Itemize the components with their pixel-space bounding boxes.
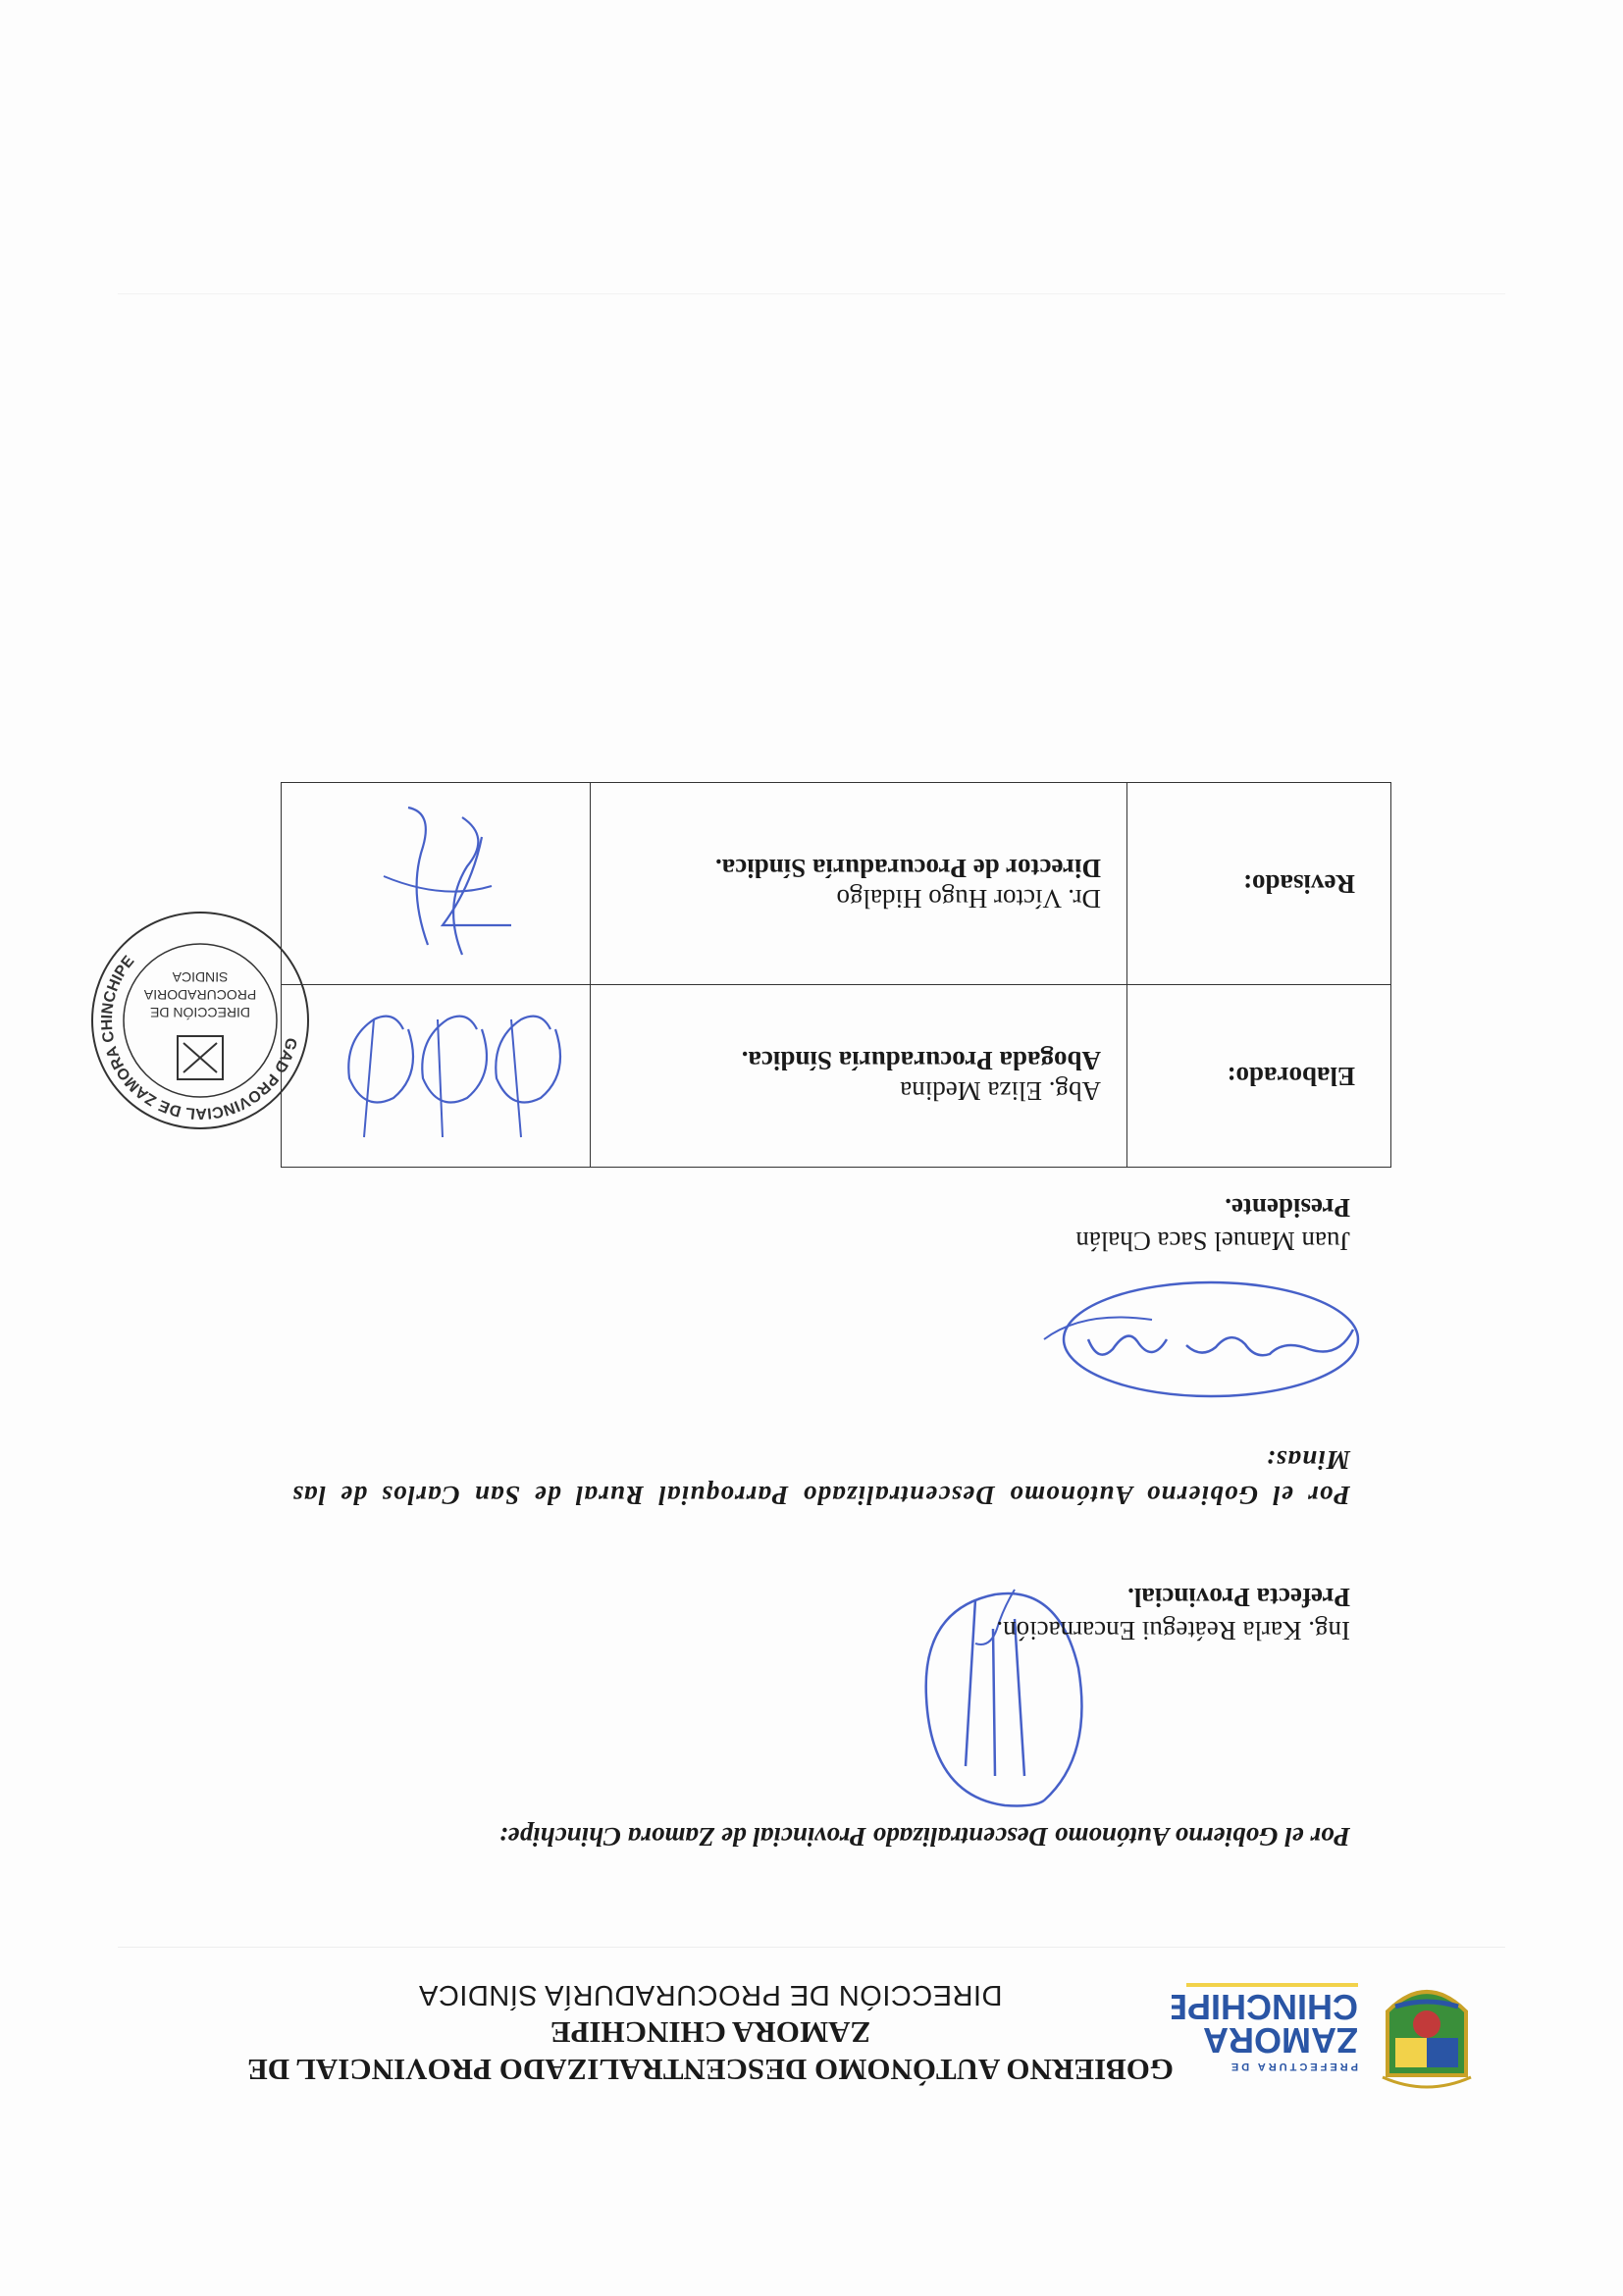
signature-elaborado bbox=[282, 992, 590, 1167]
party-provincial: Por el Gobierno Autónomo Descentralizado Provincial de Zamora Chinchipe: bbox=[498, 1822, 1350, 1852]
approval-label: Revisado: bbox=[1127, 783, 1391, 985]
signer-presidente bbox=[1075, 1191, 1350, 1258]
signer-prefecta-role: Prefecta Provincial. bbox=[1127, 1583, 1350, 1612]
party-parroquial: Por el Gobierno Autónomo Descentralizado Parroquial Rural de San Carlos de las Minas: bbox=[291, 1445, 1350, 1510]
stamp-center-line-3: SINDICA bbox=[172, 969, 229, 985]
signer-presidente-name: Juan Manuel Saca Chalán bbox=[1075, 1226, 1350, 1256]
approval-role: Director de Procuraduría Síndica. bbox=[715, 854, 1101, 884]
signature-presidente bbox=[1024, 1261, 1378, 1418]
approval-signature-cell bbox=[282, 783, 591, 985]
header-line-2: ZAMORA CHINCHIPE bbox=[550, 2015, 871, 2050]
header-titles bbox=[220, 1976, 1201, 2088]
stamp-ring-text: GAD PROVINCIAL DE ZAMORA CHINCHIPE bbox=[98, 953, 300, 1122]
approval-role: Abogada Procuraduría Síndica. bbox=[741, 1046, 1101, 1076]
logo-caption-top: PREFECTURA DE bbox=[1228, 2061, 1358, 2072]
sindica-stamp bbox=[87, 908, 313, 1133]
approval-name-cell bbox=[591, 985, 1127, 1168]
approval-label: Elaborado: bbox=[1127, 985, 1391, 1168]
header-line-3: DIRECCIÓN DE PROCURADURÍA SÍNDICA bbox=[418, 1979, 1003, 2010]
approval-name: Dr. Víctor Hugo Hidalgo bbox=[836, 884, 1101, 914]
approval-name-cell bbox=[591, 783, 1127, 985]
table-row bbox=[282, 783, 1391, 985]
table-row bbox=[282, 985, 1391, 1168]
stamp-center-line-1: DIRECCIÓN DE bbox=[150, 1005, 250, 1020]
signer-presidente-role: Presidente. bbox=[1225, 1193, 1350, 1223]
prefectura-logo bbox=[1172, 1967, 1486, 2095]
header-line-1: GOBIERNO AUTÓNOMO DESCENTRALIZADO PROVINCIAL DE bbox=[247, 2053, 1174, 2087]
approval-signature-cell bbox=[282, 985, 591, 1168]
header-divider bbox=[118, 1947, 1505, 1948]
signer-prefecta bbox=[996, 1581, 1350, 1647]
logo-caption-main-2: CHINCHIPE bbox=[1172, 1987, 1358, 2027]
footer-divider bbox=[118, 293, 1505, 294]
logo-caption-main-1: ZAMORA bbox=[1203, 2020, 1358, 2061]
approval-table bbox=[281, 782, 1391, 1168]
stamp-center-line-2: PROCURADORIA bbox=[143, 987, 257, 1003]
signer-prefecta-name: Ing. Karla Reátegui Encarnación. bbox=[996, 1616, 1350, 1645]
approval-name: Abg. Eliza Medina bbox=[900, 1076, 1101, 1107]
signature-revisado bbox=[282, 790, 590, 984]
